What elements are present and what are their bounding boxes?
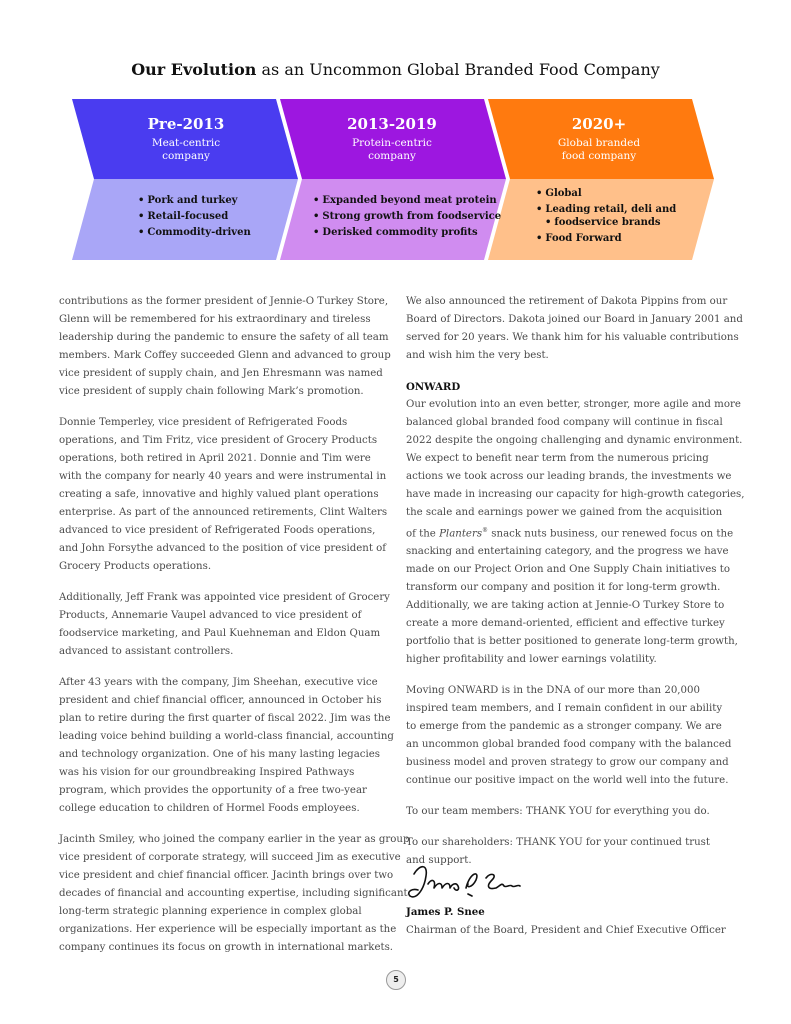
text-line: vice president of corporate strategy, will succeed Jim as executive (59, 852, 401, 863)
text-line: transform our company and position it for long-term growth. (406, 582, 721, 594)
bullet-item: • Commodity-driven (138, 225, 251, 241)
title-bold: Our Evolution (131, 60, 257, 79)
text-line: decades of financial and accounting expertise, including significant (59, 888, 408, 899)
text-line: have made in increasing our capacity for high-growth categories, (406, 489, 745, 500)
bullet-item: • Expanded beyond meat protein (313, 193, 501, 209)
bullet-item: • Global (536, 186, 676, 202)
bullet-item: • Leading retail, deli and (536, 202, 676, 218)
text-line: the scale and earnings power we gained from the acquisition (406, 507, 723, 518)
text-line: Our evolution into an even better, stronger, more agile and more (406, 399, 741, 410)
stage1-header (84, 99, 288, 179)
stage1-subtitle-line2: company (162, 150, 210, 162)
text-line: create a more demand-oriented, efficient and effective turkey (406, 618, 725, 630)
text-line: was his vision for our groundbreaking Inspired Pathways (59, 767, 355, 778)
title-rest: as an Uncommon Global Branded Food Company (256, 60, 660, 79)
text-line: long-term strategic planning experience in complex global (59, 906, 362, 917)
planters-brand: Planters (439, 528, 483, 540)
text-line (406, 522, 736, 543)
stage2-subtitle (290, 137, 494, 163)
text-line: enterprise. As part of the announced retirements, Clint Walters (59, 507, 388, 518)
bullet-item-continued (536, 215, 676, 231)
bullet-continuation: foodservice brands (554, 217, 661, 228)
text-line: After 43 years with the company, Jim Sheehan, executive vice (59, 677, 378, 688)
text-line: inspired team members, and I remain confident in our ability (406, 703, 723, 715)
text-line: made on our Project Orion and One Supply Chain initiatives to (406, 564, 730, 576)
section-heading-onward: ONWARD (406, 381, 461, 393)
text-fragment: snack nuts business, our renewed focus on the (488, 528, 734, 540)
stage3-bullets (0, 179, 791, 260)
stage3-subtitle-line2: food company (561, 150, 637, 162)
text-line: We expect to benefit near term from the numerous pricing (406, 453, 709, 464)
paragraph (59, 674, 394, 818)
text-line: company continues its focus on growth in international markets. (59, 942, 394, 953)
text-line: actions we took across our leading brands, the investments we (406, 471, 732, 482)
paragraph (59, 293, 389, 401)
stage2-period: 2013-2019 (347, 115, 437, 133)
text-line: served for 20 years. We thank him for his valuable contributions (406, 332, 739, 343)
text-line: higher profitability and lower earnings volatility. (406, 654, 657, 666)
signature-image (406, 858, 526, 906)
right-column (406, 293, 745, 883)
text-line: Jacinth Smiley, who joined the company earlier in the year as group (59, 834, 410, 845)
stage1-subtitle (84, 137, 288, 163)
text-line: Additionally, we are taking action at Jennie-O Turkey Store to (406, 600, 725, 612)
text-line: organizations. Her experience will be especially important as the (59, 924, 397, 935)
stage2-subtitle-line2: company (368, 150, 416, 162)
paragraph (406, 396, 745, 669)
text-line: 2022 despite the ongoing challenging and dynamic environment. (406, 435, 743, 446)
bullet-item: • Food Forward (536, 231, 676, 247)
text-line: Additionally, Jeff Frank was appointed vice president of Grocery (59, 592, 390, 603)
text-line: an uncommon global branded food company with the balanced (406, 739, 732, 751)
signatory-name: James P. Snee (406, 906, 485, 918)
text-line: advanced to assistant controllers. (59, 646, 234, 657)
text-line: vice president of supply chain following Mark’s promotion. (59, 386, 364, 397)
text-line: plan to retire during the first quarter of fiscal 2022. Jim was the (59, 713, 391, 724)
text-line: Grocery Products operations. (59, 561, 212, 572)
left-column (59, 293, 410, 970)
bullet-item: • Derisked commodity profits (313, 225, 501, 241)
text-line: Moving ONWARD is in the DNA of our more than 20,000 (406, 685, 700, 697)
text-line: operations, and Tim Fritz, vice president of Grocery Products (59, 435, 378, 446)
text-line: leadership during the pandemic to ensure the safety of all team (59, 332, 389, 343)
paragraph (59, 414, 389, 576)
stage2-header (290, 99, 494, 179)
stage1-subtitle-line1: Meat-centric (151, 137, 221, 149)
page-number: 5 (386, 970, 406, 990)
text-line: continue our positive impact on the world well into the future. (406, 775, 729, 787)
stage3-subtitle-line1: Global branded (557, 137, 641, 149)
text-line: To our team members: THANK YOU for everything you do. (406, 806, 710, 818)
text-line: and support. (406, 855, 472, 867)
text-line: Products, Annemarie Vaupel advanced to vice president of (59, 610, 362, 621)
text-line: and technology organization. One of his many lasting legacies (59, 749, 381, 760)
stage3-header (497, 99, 701, 179)
stage1-period: Pre-2013 (147, 115, 225, 133)
text-line: Donnie Temperley, vice president of Refrigerated Foods (59, 417, 348, 428)
signatory-title: Chairman of the Board, President and Chief Executive Officer (406, 925, 726, 936)
text-line: college education to children of Hormel Foods employees. (59, 803, 360, 814)
text-line: president and chief financial officer, announced in October his (59, 695, 382, 706)
bullet-item: • Pork and turkey (138, 193, 251, 209)
text-line: We also announced the retirement of Dakota Pippins from our (406, 296, 728, 307)
text-line: leading voice behind building a world-class financial, accounting (59, 731, 394, 742)
text-line: with the company for nearly 40 years and were instrumental in (59, 471, 387, 482)
text-line: portfolio that is better positioned to generate long-term growth, (406, 636, 738, 648)
text-line: vice president and chief financial officer. Jacinth brings over two (59, 870, 394, 881)
text-line: contributions as the former president of Jennie-O Turkey Store, (59, 296, 389, 307)
text-fragment: of the (406, 528, 440, 540)
text-line: Glenn will be remembered for his extraordinary and tireless (59, 314, 371, 325)
text-line: operations, both retired in April 2021. Donnie and Tim were (59, 453, 371, 464)
paragraph (406, 803, 736, 821)
paragraph (406, 293, 743, 365)
text-line: and wish him the very best. (406, 350, 549, 361)
text-line: and John Forsythe advanced to the position of vice president of (59, 543, 387, 554)
text-line: creating a safe, innovative and highly valued plant operations (59, 489, 379, 500)
text-line: business model and proven strategy to grow our company and (406, 757, 729, 769)
stage2-subtitle-line1: Protein-centric (352, 137, 432, 149)
text-line: program, which provides the opportunity of a free two-year (59, 785, 367, 796)
paragraph (406, 682, 736, 790)
text-line: to emerge from the pandemic as a stronger company. We are (406, 721, 722, 733)
text-line: balanced global branded food company will continue in fiscal (406, 417, 723, 428)
text-line: To our shareholders: THANK YOU for your continued trust (406, 837, 710, 849)
bullet-item: • Retail-focused (138, 209, 251, 225)
paragraph (59, 589, 389, 661)
registered-mark: ® (482, 527, 489, 534)
text-line: Board of Directors. Dakota joined our Board in January 2001 and (406, 314, 743, 325)
paragraph (59, 831, 410, 957)
text-line: vice president of supply chain, and Jen Ehresmann was named (59, 368, 383, 379)
stage3-period: 2020+ (571, 115, 627, 133)
stage3-subtitle (497, 137, 701, 163)
text-line: snacking and entertaining category, and the progress we have (406, 546, 729, 558)
bullet-item: • Strong growth from foodservice (313, 209, 501, 225)
text-line: advanced to vice president of Refrigerated Foods operations, (59, 525, 376, 536)
text-line: foodservice marketing, and Paul Kuehneman and Eldon Quam (59, 628, 381, 639)
text-line: members. Mark Coffey succeeded Glenn and advanced to group (59, 350, 391, 361)
